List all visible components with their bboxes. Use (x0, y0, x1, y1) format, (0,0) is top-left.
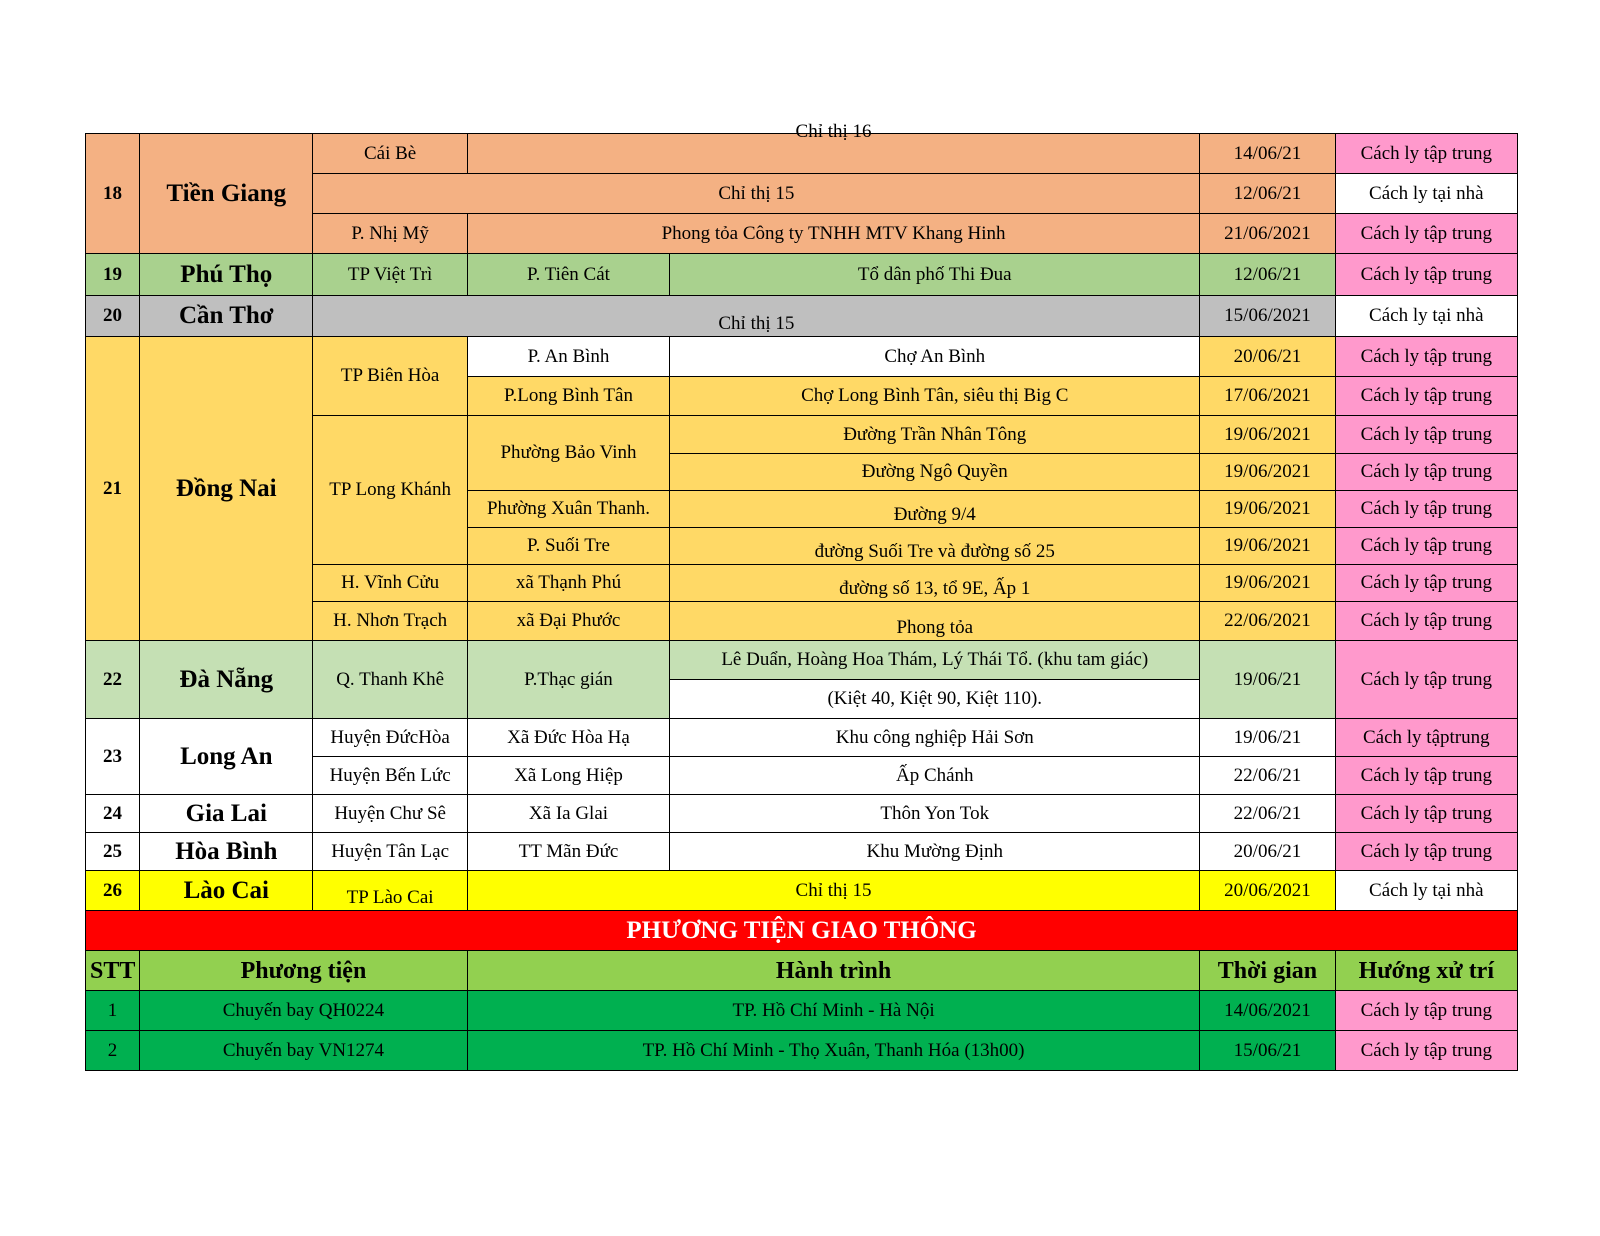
date-cell: 20/06/21 (1200, 337, 1335, 377)
date-cell: 22/06/21 (1200, 757, 1335, 795)
vehicle-cell: Chuyến bay VN1274 (140, 1031, 468, 1071)
ward-cell: P. Nhị Mỹ (313, 214, 467, 254)
detail-cell: Đường Trần Nhân Tông (670, 416, 1200, 454)
action-cell: Cách ly tập trung (1335, 1031, 1517, 1071)
date-cell: 19/06/2021 (1200, 491, 1335, 528)
action-cell: Cách ly tập trung (1335, 254, 1517, 296)
action-cell: Cách ly tập trung (1335, 377, 1517, 416)
table-row (86, 795, 1518, 833)
action-cell: Cách ly tập trung (1335, 528, 1517, 565)
detail-cell: Chợ An Bình (670, 337, 1200, 377)
table-row (86, 991, 1518, 1031)
date-cell: 19/06/2021 (1200, 454, 1335, 491)
date-cell: 12/06/21 (1200, 174, 1335, 214)
ward-cell: P. Tiên Cát (467, 254, 669, 296)
detail-text: Chỉ thị 16 (795, 121, 872, 142)
section-title: PHƯƠNG TIỆN GIAO THÔNG (86, 911, 1518, 951)
table-row (86, 134, 1518, 174)
table-row (86, 641, 1518, 680)
detail-cell: Chỉ thị 15 (313, 296, 1200, 337)
detail-cell: Khu công nghiệp Hải Sơn (670, 719, 1200, 757)
province-name: Hòa Bình (140, 833, 313, 871)
action-cell: Cách ly tập trung (1335, 416, 1517, 454)
district-cell: TP Lào Cai (313, 871, 467, 911)
date-cell: 15/06/2021 (1200, 296, 1335, 337)
row-number: 25 (86, 833, 140, 871)
ward-cell: Xã Đức Hòa Hạ (467, 719, 669, 757)
covid-location-table (85, 121, 1518, 1071)
province-name: Long An (140, 719, 313, 795)
date-cell: 22/06/2021 (1200, 602, 1335, 641)
date-cell: 19/06/21 (1200, 641, 1335, 719)
date-cell: 19/06/21 (1200, 719, 1335, 757)
detail-cell: Khu Mường Định (670, 833, 1200, 871)
province-name: Lào Cai (140, 871, 313, 911)
action-cell: Cách ly tập trung (1335, 454, 1517, 491)
detail-cell: (Kiệt 40, Kiệt 90, Kiệt 110). (670, 680, 1200, 719)
row-number: 2 (86, 1031, 140, 1071)
district-cell: Huyện Chư Sê (313, 795, 467, 833)
row-number: 23 (86, 719, 140, 795)
province-name: Đà Nẵng (140, 641, 313, 719)
table-row (86, 254, 1518, 296)
row-number: 19 (86, 254, 140, 296)
table-row (86, 833, 1518, 871)
detail-cell: đường số 13, tổ 9E, Ấp 1 (670, 565, 1200, 602)
action-cell: Cách ly tập trung (1335, 795, 1517, 833)
ward-cell: Xã Ia Glai (467, 795, 669, 833)
ward-cell: P. An Bình (467, 337, 669, 377)
vehicle-cell: Chuyến bay QH0224 (140, 991, 468, 1031)
province-name: Tiền Giang (140, 134, 313, 254)
detail-cell: Lê Duẩn, Hoàng Hoa Thám, Lý Thái Tổ. (khu tam giác) (670, 641, 1200, 680)
action-cell: Cách ly tập trung (1335, 565, 1517, 602)
detail-cell: Chợ Long Bình Tân, siêu thị Big C (670, 377, 1200, 416)
table-row (86, 296, 1518, 337)
row-number: 21 (86, 337, 140, 641)
date-cell: 22/06/21 (1200, 795, 1335, 833)
action-cell: Cách ly tại nhà (1335, 871, 1517, 911)
district-cell: H. Nhơn Trạch (313, 602, 467, 641)
action-cell: Cách ly tập trung (1335, 757, 1517, 795)
action-cell: Cách ly tại nhà (1335, 296, 1517, 337)
detail-cell: Chỉ thị 15 (467, 871, 1200, 911)
ward-cell: P.Long Bình Tân (467, 377, 669, 416)
table-header-row (86, 951, 1518, 991)
detail-cell: Ấp Chánh (670, 757, 1200, 795)
header-action: Hướng xử trí (1335, 951, 1517, 991)
date-cell: 14/06/21 (1200, 134, 1335, 174)
detail-cell: Tổ dân phố Thi Đua (670, 254, 1200, 296)
district-cell: TP Long Khánh (313, 416, 467, 565)
district-cell: TP Việt Trì (313, 254, 467, 296)
detail-cell: Đường 9/4 (670, 491, 1200, 528)
province-name: Cần Thơ (140, 296, 313, 337)
action-cell: Cách ly tập trung (1335, 134, 1517, 174)
row-number: 1 (86, 991, 140, 1031)
route-cell: TP. Hồ Chí Minh - Hà Nội (467, 991, 1200, 1031)
action-cell: Cách ly tập trung (1335, 602, 1517, 641)
date-cell: 19/06/2021 (1200, 565, 1335, 602)
row-number: 20 (86, 296, 140, 337)
action-cell: Cách ly tại nhà (1335, 174, 1517, 214)
date-cell: 17/06/2021 (1200, 377, 1335, 416)
date-cell: 21/06/2021 (1200, 214, 1335, 254)
province-name: Đồng Nai (140, 337, 313, 641)
ward-cell: P.Thạc gián (467, 641, 669, 719)
row-number: 26 (86, 871, 140, 911)
detail-cell: Thôn Yon Tok (670, 795, 1200, 833)
action-cell: Cách ly tập trung (1335, 491, 1517, 528)
date-cell: 14/06/2021 (1200, 991, 1335, 1031)
detail-cell: Phong tỏa (670, 602, 1200, 641)
date-cell: 19/06/2021 (1200, 528, 1335, 565)
ward-cell: Phường Bảo Vinh (467, 416, 669, 491)
date-cell: 20/06/21 (1200, 833, 1335, 871)
row-number: 24 (86, 795, 140, 833)
ward-cell: xã Thạnh Phú (467, 565, 669, 602)
district-cell: H. Vĩnh Cửu (313, 565, 467, 602)
date-cell: 15/06/21 (1200, 1031, 1335, 1071)
action-cell: Cách ly tập trung (1335, 337, 1517, 377)
table-row (86, 871, 1518, 911)
province-name: Phú Thọ (140, 254, 313, 296)
date-cell: 19/06/2021 (1200, 416, 1335, 454)
header-time: Thời gian (1200, 951, 1335, 991)
table-row (86, 719, 1518, 757)
district-cell: Huyện Tân Lạc (313, 833, 467, 871)
row-number: 18 (86, 134, 140, 254)
table-row (86, 1031, 1518, 1071)
header-route: Hành trình (467, 951, 1200, 991)
action-cell: Cách ly tập trung (1335, 833, 1517, 871)
province-name: Gia Lai (140, 795, 313, 833)
detail-cell: Phong tỏa Công ty TNHH MTV Khang Hinh (467, 214, 1200, 254)
detail-cell: Đường Ngô Quyền (670, 454, 1200, 491)
row-number: 22 (86, 641, 140, 719)
district-cell: Huyện Bến Lức (313, 757, 467, 795)
detail-cell (467, 121, 1200, 174)
action-cell: Cách ly tập trung (1335, 214, 1517, 254)
date-cell: 20/06/2021 (1200, 871, 1335, 911)
header-vehicle: Phương tiện (140, 951, 468, 991)
ward-cell: Phường Xuân Thanh. (467, 491, 669, 528)
district-cell: Q. Thanh Khê (313, 641, 467, 719)
detail-cell: đường Suối Tre và đường số 25 (670, 528, 1200, 565)
action-cell: Cách ly tậptrung (1335, 719, 1517, 757)
date-cell: 12/06/21 (1200, 254, 1335, 296)
table-row (86, 337, 1518, 377)
ward-cell: xã Đại Phước (467, 602, 669, 641)
ward-cell: Xã Long Hiệp (467, 757, 669, 795)
section-banner (86, 911, 1518, 951)
ward-cell: TT Mãn Đức (467, 833, 669, 871)
ward-cell: P. Suối Tre (467, 528, 669, 565)
action-cell: Cách ly tập trung (1335, 991, 1517, 1031)
district-cell: TP Biên Hòa (313, 337, 467, 416)
header-stt: STT (86, 951, 140, 991)
district-cell: Huyện ĐứcHòa (313, 719, 467, 757)
detail-cell: Chỉ thị 15 (313, 174, 1200, 214)
action-cell: Cách ly tập trung (1335, 641, 1517, 719)
route-cell: TP. Hồ Chí Minh - Thọ Xuân, Thanh Hóa (13h00) (467, 1031, 1200, 1071)
district-cell: Cái Bè (313, 134, 467, 174)
